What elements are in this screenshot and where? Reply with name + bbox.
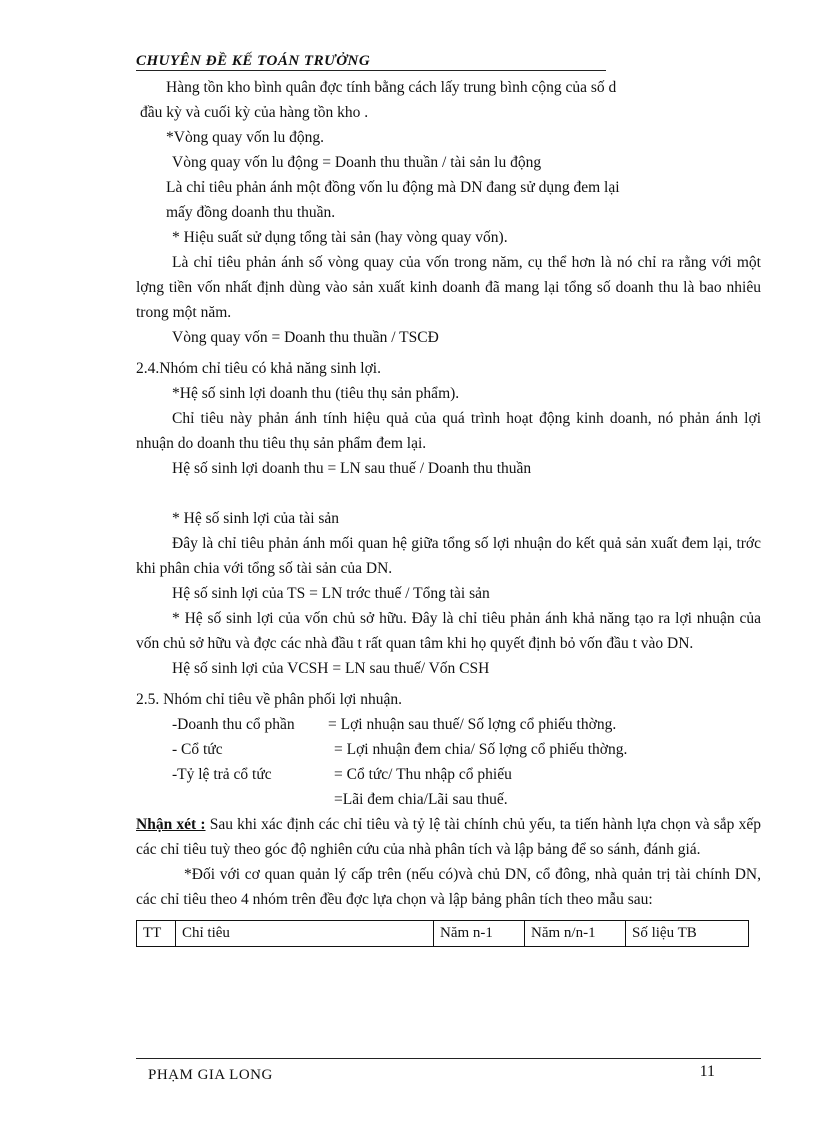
paragraph: Là chỉ tiêu phản ánh một đồng vốn lu động mà DN đang sử dụng đem lại — [166, 179, 620, 196]
table-header-cell: Chỉ tiêu — [176, 921, 434, 947]
formula-row — [136, 762, 761, 787]
formula-row — [136, 737, 761, 762]
analysis-table — [136, 920, 749, 947]
formula-label: - Cổ tức — [172, 741, 223, 758]
table-header-cell: Năm n/n-1 — [525, 921, 626, 947]
paragraph: *Vòng quay vốn lu động. — [166, 129, 325, 146]
formula-value: = Lợi nhuận sau thuế/ Số lợng cổ phiếu thờng. — [328, 716, 617, 733]
formula-label: -Doanh thu cổ phần — [172, 716, 295, 733]
paragraph: đầu kỳ và cuối kỳ của hàng tồn kho . — [140, 104, 369, 121]
formula-value: = Cổ tức/ Thu nhập cổ phiếu — [334, 766, 512, 783]
formula-label: -Tỷ lệ trả cổ tức — [172, 766, 272, 783]
table-header-row — [137, 921, 749, 947]
note-text: Sau khi xác định các chỉ tiêu và tỷ lệ tài chính chủ yếu, ta tiến hành lựa chọn và sắp xếp các chỉ tiêu tuỳ theo góc độ nghiên cứu của nhà phân tích và lập bảng để so sánh, đánh giá. — [136, 816, 761, 858]
formula-row — [136, 787, 761, 812]
paragraph: Đây là chỉ tiêu phản ánh mối quan hệ giữa tổng số lợi nhuận do kết quả sản xuất đem lại, trớc khi phân chia với tổng số tài sản của DN. — [136, 535, 761, 577]
formula-row — [136, 712, 761, 737]
paragraph: Hàng tồn kho bình quân đợc tính bằng cách lấy trung bình cộng của số d — [166, 79, 617, 96]
table-header-cell: Số liệu TB — [626, 921, 749, 947]
note-paragraph — [136, 812, 761, 862]
footer-author: PHẠM GIA LONG — [148, 1067, 273, 1083]
paragraph: *Đối với cơ quan quản lý cấp trên (nếu có)và chủ DN, cổ đông, nhà quản trị tài chính DN, các chỉ tiêu theo 4 nhóm trên đều đợc lựa chọn và lập bảng phân tích theo mẫu sau: — [136, 866, 761, 908]
paragraph: * Hiệu suất sử dụng tổng tài sản (hay vòng quay vốn). — [172, 229, 508, 246]
paragraph: * Hệ số sinh lợi của tài sản — [172, 510, 340, 527]
formula: Hệ số sinh lợi của VCSH = LN sau thuế/ Vốn CSH — [172, 660, 490, 677]
section-heading: 2.4.Nhóm chỉ tiêu có khả năng sinh lợi. — [136, 360, 381, 377]
table-header-cell: Năm n-1 — [434, 921, 525, 947]
section-heading: 2.5. Nhóm chỉ tiêu về phân phối lợi nhuận. — [136, 691, 403, 708]
paragraph: mấy đồng doanh thu thuần. — [166, 204, 336, 221]
paragraph: Là chỉ tiêu phản ánh số vòng quay của vốn trong năm, cụ thể hơn là nó chỉ ra rằng với một lợng tiền vốn nhất định dùng vào sản xuất kinh doanh đã mang lại tổng số doanh thu là bao nhiêu trong một năm. — [136, 254, 761, 321]
page-header — [136, 48, 606, 71]
formula: Vòng quay vốn lu động = Doanh thu thuần / tài sản lu động — [172, 154, 542, 171]
paragraph: *Hệ số sinh lợi doanh thu (tiêu thụ sản phẩm). — [172, 385, 460, 402]
formula: Vòng quay vốn = Doanh thu thuần / TSCĐ — [172, 329, 439, 346]
paragraph: * Hệ số sinh lợi của vốn chủ sở hữu. Đây là chỉ tiêu phản ánh khả năng tạo ra lợi nhuận của vốn chủ sở hữu và đợc các nhà đầu t rất quan tâm khi họ quyết định bỏ vốn đầu t vào DN. — [136, 610, 761, 652]
note-label: Nhận xét : — [136, 816, 206, 833]
page-number: 11 — [699, 1063, 715, 1080]
formula: Hệ số sinh lợi của TS = LN trớc thuế / Tổng tài sản — [172, 585, 490, 602]
formula: Hệ số sinh lợi doanh thu = LN sau thuế / Doanh thu thuần — [172, 460, 532, 477]
paragraph: Chỉ tiêu này phản ánh tính hiệu quả của quá trình hoạt động kinh doanh, nó phản ánh lợi nhuận do doanh thu tiêu thụ sản phẩm đem lại. — [136, 410, 761, 452]
document-body — [136, 75, 761, 947]
formula-value: =Lãi đem chia/Lãi sau thuế. — [334, 791, 508, 808]
table-header-cell: TT — [137, 921, 176, 947]
formula-value: = Lợi nhuận đem chia/ Số lợng cổ phiếu thờng. — [334, 741, 628, 758]
header-title: CHUYÊN ĐỀ KẾ TOÁN TRƯỞNG — [136, 53, 371, 69]
page-footer — [136, 1058, 761, 1083]
